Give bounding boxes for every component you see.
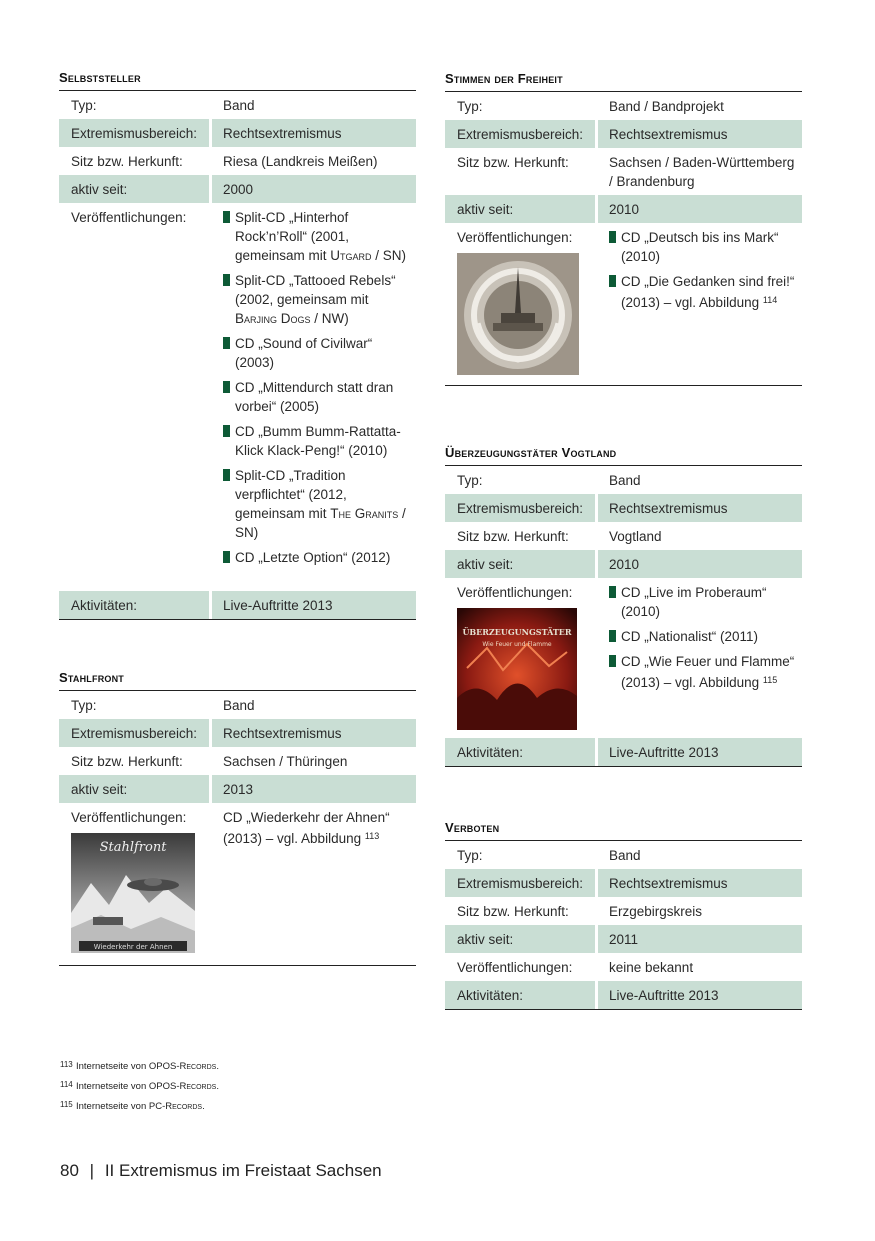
- publication-item: CD „Bumm Bumm-Rattatta-Klick Klack-Peng!“ (2010): [223, 422, 412, 460]
- row-sitz: [445, 897, 802, 925]
- row-aktiv: [59, 775, 416, 803]
- row-typ: [445, 841, 802, 869]
- value: Rechtsextremismus: [212, 119, 416, 147]
- value: Sachsen / Baden-Württemberg / Brandenburg: [609, 155, 795, 189]
- label: aktiv seit:: [445, 195, 595, 223]
- section-title: Überzeugungstäter Vogtland: [445, 445, 802, 466]
- label: Aktivitäten:: [445, 738, 595, 766]
- album-cover-stahlfront: [71, 833, 195, 953]
- label: Veröffentlichungen:: [457, 960, 573, 975]
- label: Veröffentlichungen: ÜBERZEUGUNGSTÄTER Wie Feuer und Flamme: [445, 578, 595, 734]
- publication-item: CD „Letzte Option“ (2012): [223, 548, 412, 567]
- publication-item: CD „Live im Proberaum“ (2010): [609, 583, 798, 621]
- value: Band / Bandprojekt: [609, 99, 724, 114]
- label: Sitz bzw. Herkunft:: [71, 754, 183, 769]
- svg-text:Wiederkehr der Ahnen: Wiederkehr der Ahnen: [93, 943, 173, 951]
- svg-text:ÜBERZEUGUNGSTÄTER: ÜBERZEUGUNGSTÄTER: [462, 627, 572, 637]
- svg-text:Stahlfront: Stahlfront: [99, 840, 167, 855]
- value: Rechtsextremismus: [598, 869, 802, 897]
- row-extremismus: [59, 719, 416, 747]
- publication-item: CD „Die Gedanken sind frei!“ (2013) – vgl. Abbildung $^{114}$: [609, 272, 798, 312]
- row-veroeffentlichungen: [445, 223, 802, 385]
- label: Extremismusbereich:: [445, 494, 595, 522]
- row-veroeffentlichungen: [445, 578, 802, 738]
- value: [212, 203, 416, 577]
- label: Veröffentlichungen:: [71, 210, 187, 225]
- publication-item: Split-CD „Tattooed Rebels“ (2002, gemeinsam mit Barjing Dogs / NW): [223, 271, 412, 328]
- row-aktivitaeten: [59, 591, 416, 619]
- label: Aktivitäten:: [59, 591, 209, 619]
- value: keine bekannt: [609, 960, 694, 975]
- value: [598, 578, 802, 734]
- label: Typ:: [71, 98, 97, 113]
- value: Vogtland: [609, 529, 662, 544]
- row-veroeffentlichungen: [59, 203, 416, 591]
- svg-text:Wie Feuer und Flamme: Wie Feuer und Flamme: [482, 641, 552, 648]
- label: Extremismusbereich:: [59, 719, 209, 747]
- value: [598, 223, 802, 379]
- row-aktiv: [445, 195, 802, 223]
- row-extremismus: [445, 869, 802, 897]
- section-title: Stahlfront: [59, 670, 416, 691]
- row-veroeffentlichungen: [59, 803, 416, 965]
- value: Band: [609, 473, 641, 488]
- label: Extremismusbereich:: [445, 869, 595, 897]
- section-title: Stimmen der Freiheit: [445, 71, 802, 92]
- value: Sachsen / Thüringen: [223, 754, 348, 769]
- section-stimmen-der-freiheit: [445, 71, 802, 386]
- label: aktiv seit:: [59, 775, 209, 803]
- publication-item: Split-CD „Hinterhof Rock’n’Roll“ (2001, gemeinsam mit Utgard / SN): [223, 208, 412, 265]
- value: Erzgebirgskreis: [609, 904, 703, 919]
- label: Veröffentlichungen: Stahlfront Wiederkehr der Ahnen: [59, 803, 209, 957]
- value: Band: [223, 698, 255, 713]
- value: Rechtsextremismus: [212, 719, 416, 747]
- label: Extremismusbereich:: [445, 120, 595, 148]
- footnote: 115 Internetseite von PC-Records.: [60, 1100, 205, 1112]
- footnote: 113 Internetseite von OPOS-Records.: [60, 1060, 219, 1072]
- footer-separator: |: [89, 1161, 95, 1180]
- label: Typ:: [457, 848, 483, 863]
- value: Riesa (Landkreis Meißen): [223, 154, 378, 169]
- value: 2013: [212, 775, 416, 803]
- publication-item: CD „Wie Feuer und Flamme“ (2013) – vgl. Abbildung $^{115}$: [609, 652, 798, 692]
- row-sitz: [445, 148, 802, 195]
- section-ueberzeugungstaeter-vogtland: [445, 445, 802, 767]
- label: Extremismusbereich:: [59, 119, 209, 147]
- row-extremismus: [59, 119, 416, 147]
- label: Sitz bzw. Herkunft:: [71, 154, 183, 169]
- row-typ: [445, 92, 802, 120]
- value: 2010: [598, 550, 802, 578]
- label: Typ:: [457, 99, 483, 114]
- row-aktivitaeten: [445, 738, 802, 766]
- value: Rechtsextremismus: [598, 494, 802, 522]
- page-footer: [60, 1161, 382, 1181]
- label: Typ:: [71, 698, 97, 713]
- label: Typ:: [457, 473, 483, 488]
- row-sitz: [59, 747, 416, 775]
- row-aktiv: [59, 175, 416, 203]
- label: aktiv seit:: [59, 175, 209, 203]
- footnotes: [60, 1060, 219, 1120]
- publication-list: [609, 228, 798, 312]
- chapter-title: II Extremismus im Freistaat Sachsen: [104, 1161, 382, 1180]
- publication-item: CD „Sound of Civilwar“ (2003): [223, 334, 412, 372]
- row-aktiv: [445, 550, 802, 578]
- row-typ: [59, 91, 416, 119]
- row-extremismus: [445, 120, 802, 148]
- row-sitz: [445, 522, 802, 550]
- section-title: Verboten: [445, 820, 802, 841]
- label: Aktivitäten:: [445, 981, 595, 1009]
- value: Rechtsextremismus: [598, 120, 802, 148]
- row-aktiv: [445, 925, 802, 953]
- value: 2000: [212, 175, 416, 203]
- footnote: 114 Internetseite von OPOS-Records.: [60, 1080, 219, 1092]
- section-selbststeller: [59, 70, 416, 620]
- row-typ: [59, 691, 416, 719]
- value: Live-Auftritte 2013: [598, 981, 802, 1009]
- label: Sitz bzw. Herkunft:: [457, 155, 569, 170]
- publication-item: CD „Mittendurch statt dran vorbei“ (2005): [223, 378, 412, 416]
- label: Sitz bzw. Herkunft:: [457, 529, 569, 544]
- section-stahlfront: [59, 670, 416, 966]
- row-extremismus: [445, 494, 802, 522]
- value: 2010: [598, 195, 802, 223]
- page-number: 80: [60, 1161, 79, 1180]
- label: Sitz bzw. Herkunft:: [457, 904, 569, 919]
- row-sitz: [59, 147, 416, 175]
- section-verboten: [445, 820, 802, 1010]
- value: Live-Auftritte 2013: [212, 591, 416, 619]
- section-title: Selbststeller: [59, 70, 416, 91]
- publication-item: Split-CD „Tradition verpflichtet“ (2012, gemeinsam mit The Granits / SN): [223, 466, 412, 542]
- label: aktiv seit:: [445, 550, 595, 578]
- label: Veröffentlichungen:: [445, 223, 595, 379]
- row-aktivitaeten: [445, 981, 802, 1009]
- row-typ: [445, 466, 802, 494]
- row-veroeffentlichungen: [445, 953, 802, 981]
- value: CD „Wiederkehr der Ahnen“ (2013) – vgl. Abbildung $^{113}$: [223, 810, 390, 846]
- publication-item: CD „Nationalist“ (2011): [609, 627, 798, 646]
- value: 2011: [598, 925, 802, 953]
- publication-item: CD „Deutsch bis ins Mark“ (2010): [609, 228, 798, 266]
- album-cover-stimmen: [457, 253, 579, 375]
- album-cover-vogtland: [457, 608, 577, 730]
- label: aktiv seit:: [445, 925, 595, 953]
- value: Band: [223, 98, 255, 113]
- value: Band: [609, 848, 641, 863]
- publication-list: [223, 208, 412, 567]
- value: Live-Auftritte 2013: [598, 738, 802, 766]
- publication-list: [609, 583, 798, 692]
